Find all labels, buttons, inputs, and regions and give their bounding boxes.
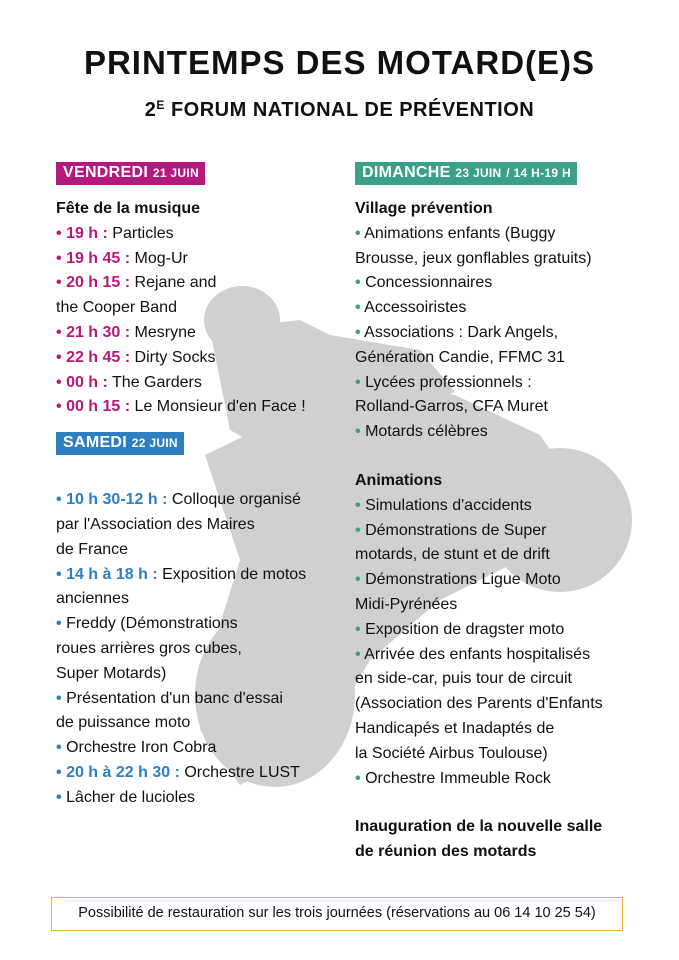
saturday-item-continuation: Super Motards) xyxy=(56,664,167,682)
bullet-icon: • xyxy=(56,373,62,391)
item-time: 10 h 30-12 h : xyxy=(66,491,168,509)
saturday-item xyxy=(56,563,346,588)
friday-item xyxy=(56,395,346,420)
animation-item-continuation: la Société Airbus Toulouse) xyxy=(355,744,548,762)
bullet-icon: • xyxy=(56,491,62,509)
item-time: 19 h : xyxy=(66,224,108,242)
item-time: 00 h : xyxy=(66,373,108,391)
item-text: Simulations d'accidents xyxy=(365,496,532,514)
item-time: 21 h 30 : xyxy=(66,323,131,341)
item-text: Accessoiristes xyxy=(364,299,467,317)
animation-item xyxy=(355,494,655,519)
item-text: Démonstrations Ligue Moto xyxy=(365,571,561,589)
item-time: 20 h 15 : xyxy=(66,274,131,292)
item-text: Concessionnaires xyxy=(365,274,493,292)
village-item xyxy=(355,222,655,247)
sunday-day-label: DIMANCHE xyxy=(362,164,451,181)
item-time: 19 h 45 : xyxy=(66,249,131,267)
flyer-subtitle xyxy=(0,98,679,122)
sunday-header xyxy=(355,162,577,185)
item-text: Animations enfants (Buggy xyxy=(364,224,556,242)
bullet-icon: • xyxy=(56,348,62,366)
saturday-item-continuation: de France xyxy=(56,540,129,558)
item-text: Le Monsieur d'en Face ! xyxy=(130,398,306,416)
village-item xyxy=(355,321,655,346)
animation-item-continuation: Handicapés et Inadaptés de xyxy=(355,719,555,737)
animation-item xyxy=(355,568,655,593)
friday-header xyxy=(56,162,205,185)
bullet-icon: • xyxy=(56,763,62,781)
village-item-continuation: Rolland-Garros, CFA Muret xyxy=(355,398,548,416)
item-text: Arrivée des enfants hospitalisés xyxy=(364,645,591,663)
item-text: Démonstrations de Super xyxy=(365,521,547,539)
animation-item-continuation: en side-car, puis tour de circuit xyxy=(355,670,572,688)
saturday-item xyxy=(56,736,346,761)
friday-item xyxy=(56,321,346,346)
animation-item xyxy=(355,618,655,643)
bullet-icon: • xyxy=(355,323,361,341)
bullet-icon: • xyxy=(355,620,361,638)
saturday-item xyxy=(56,786,346,811)
item-text: Exposition de motos xyxy=(157,565,307,583)
item-text: Rejane and xyxy=(130,274,217,292)
bullet-icon: • xyxy=(355,769,361,787)
village-item xyxy=(355,271,655,296)
item-text: Orchestre Immeuble Rock xyxy=(365,769,551,787)
friday-item xyxy=(56,247,346,272)
item-text: Lâcher de lucioles xyxy=(66,788,196,806)
item-text: Colloque organisé xyxy=(167,491,301,509)
bullet-icon: • xyxy=(355,521,361,539)
inauguration-line-2: de réunion des motards xyxy=(355,843,537,861)
item-time: 14 h à 18 h : xyxy=(66,565,158,583)
bullet-icon: • xyxy=(56,323,62,341)
animation-item xyxy=(355,643,655,668)
right-column xyxy=(355,162,655,865)
item-text: Exposition de dragster moto xyxy=(365,620,565,638)
sunday-day-date: 23 JUIN xyxy=(455,166,502,180)
item-text: Orchestre Iron Cobra xyxy=(66,739,217,757)
bullet-icon: • xyxy=(56,615,62,633)
bullet-icon: • xyxy=(56,224,62,242)
saturday-day-label: SAMEDI xyxy=(63,434,128,452)
friday-item xyxy=(56,222,346,247)
bullet-icon: • xyxy=(56,689,62,707)
saturday-item xyxy=(56,687,346,712)
animations-title: Animations xyxy=(355,471,443,489)
village-title: Village prévention xyxy=(355,200,493,217)
bullet-icon: • xyxy=(355,571,361,589)
saturday-item xyxy=(56,612,346,637)
saturday-item-continuation: anciennes xyxy=(56,590,129,608)
friday-section xyxy=(56,197,346,420)
footer-note xyxy=(51,897,623,931)
bullet-icon: • xyxy=(355,423,361,441)
friday-item xyxy=(56,271,346,296)
friday-item xyxy=(56,346,346,371)
item-text: Dirty Socks xyxy=(130,348,216,366)
bullet-icon: • xyxy=(355,645,361,663)
bullet-icon: • xyxy=(355,224,361,242)
bullet-icon: • xyxy=(355,299,361,317)
subtitle-suffix: E xyxy=(156,98,165,112)
bullet-icon: • xyxy=(355,373,361,391)
item-time: 22 h 45 : xyxy=(66,348,131,366)
item-text: Mesryne xyxy=(130,323,196,341)
animation-item xyxy=(355,767,655,792)
item-text: The Garders xyxy=(107,373,202,391)
footer-text: Possibilité de restauration sur les trois journées (réservations au 06 14 10 25 54) xyxy=(78,905,596,921)
bullet-icon: • xyxy=(56,274,62,292)
item-text: Motards célèbres xyxy=(365,423,488,441)
friday-item-continuation: the Cooper Band xyxy=(56,299,177,317)
village-item xyxy=(355,420,655,445)
saturday-day-date: 22 JUIN xyxy=(131,436,178,451)
bullet-icon: • xyxy=(56,398,62,416)
item-text: Associations : Dark Angels, xyxy=(364,323,559,341)
saturday-header xyxy=(56,432,184,455)
village-item-continuation: Génération Candie, FFMC 31 xyxy=(355,348,565,366)
left-column xyxy=(56,162,346,811)
item-time: 20 h à 22 h 30 : xyxy=(66,763,180,781)
subtitle-number: 2 xyxy=(144,99,157,121)
saturday-item-continuation: par l'Association des Maires xyxy=(56,515,255,533)
inauguration-line-1: Inauguration de la nouvelle salle xyxy=(355,818,603,836)
saturday-item xyxy=(56,488,346,513)
item-text: Particles xyxy=(107,224,174,242)
friday-day-date: 21 JUIN xyxy=(152,166,199,180)
animation-item-continuation: Midi-Pyrénées xyxy=(355,595,458,613)
animation-item xyxy=(355,519,655,544)
bullet-icon: • xyxy=(355,274,361,292)
sunday-day-hours: / 14 H-19 H xyxy=(506,166,571,180)
friday-day-label: VENDREDI xyxy=(63,164,149,181)
animation-item-continuation: (Association des Parents d'Enfants xyxy=(355,695,603,713)
saturday-item xyxy=(56,761,346,786)
item-time: 00 h 15 : xyxy=(66,398,131,416)
saturday-section xyxy=(56,488,346,810)
item-text: Mog-Ur xyxy=(130,249,188,267)
bullet-icon: • xyxy=(56,249,62,267)
friday-section-title: Fête de la musique xyxy=(56,200,201,217)
village-item xyxy=(355,371,655,396)
item-text: Orchestre LUST xyxy=(179,763,300,781)
item-text: Présentation d'un banc d'essai xyxy=(66,689,283,707)
village-item-continuation: Brousse, jeux gonflables gratuits) xyxy=(355,249,592,267)
bullet-icon: • xyxy=(56,788,62,806)
bullet-icon: • xyxy=(355,496,361,514)
flyer-title: PRINTEMPS DES MOTARD(E)S xyxy=(83,44,596,81)
item-text: Freddy (Démonstrations xyxy=(66,615,238,633)
item-text: Lycées professionnels : xyxy=(365,373,532,391)
saturday-item-continuation: de puissance moto xyxy=(56,714,191,732)
sunday-section xyxy=(355,197,655,865)
bullet-icon: • xyxy=(56,565,62,583)
village-item xyxy=(355,296,655,321)
subtitle-text: FORUM NATIONAL DE PRÉVENTION xyxy=(164,99,535,121)
saturday-item-continuation: roues arrières gros cubes, xyxy=(56,639,242,657)
animation-item-continuation: motards, de stunt et de drift xyxy=(355,546,550,564)
bullet-icon: • xyxy=(56,739,62,757)
friday-item xyxy=(56,371,346,396)
